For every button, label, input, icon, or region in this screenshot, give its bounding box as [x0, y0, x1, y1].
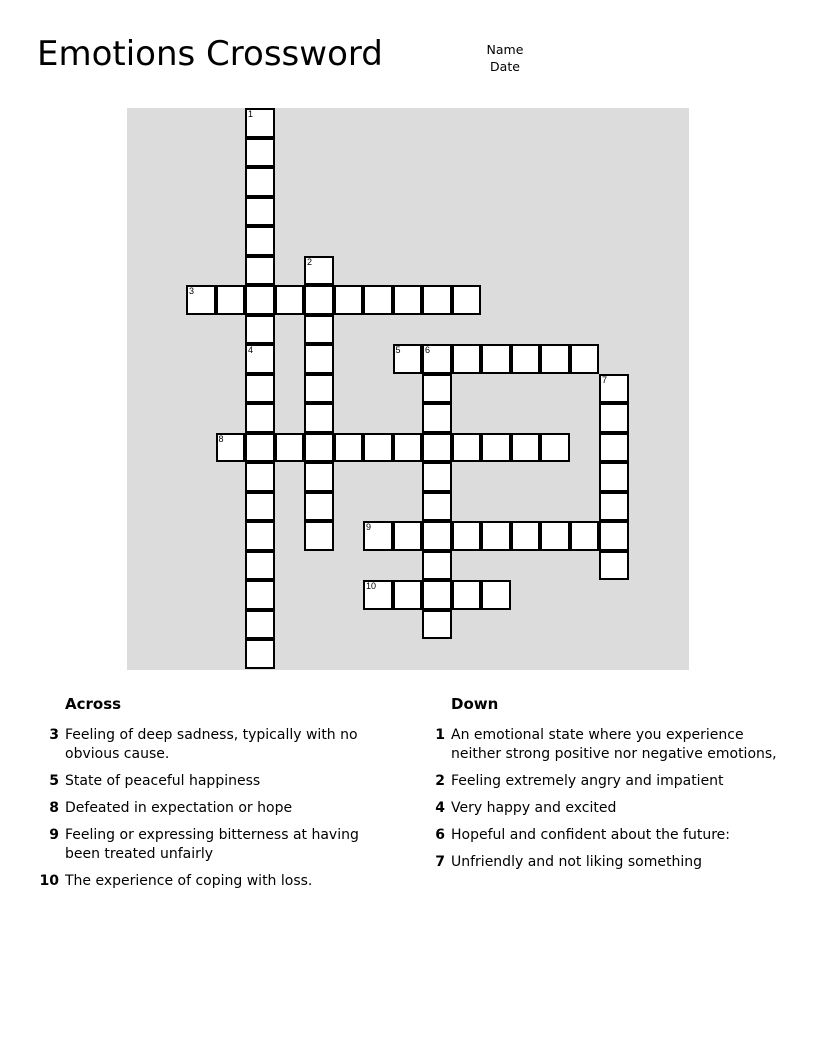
crossword-cell[interactable]	[304, 433, 334, 463]
clue-down-6	[423, 826, 783, 845]
cell-number: 7	[602, 374, 608, 385]
crossword-cell[interactable]	[245, 462, 275, 492]
crossword-cell[interactable]	[511, 433, 541, 463]
crossword-cell[interactable]	[245, 521, 275, 551]
clue-across-5	[37, 772, 397, 791]
clue-down-1	[423, 726, 783, 764]
crossword-cell[interactable]	[304, 315, 334, 345]
crossword-cell[interactable]	[363, 433, 393, 463]
crossword-cell[interactable]	[422, 344, 452, 374]
crossword-cell[interactable]	[334, 285, 364, 315]
date-label: Date	[490, 59, 520, 74]
crossword-cell[interactable]	[304, 462, 334, 492]
crossword-cell[interactable]	[422, 580, 452, 610]
crossword-cell[interactable]	[363, 580, 393, 610]
crossword-cell[interactable]	[511, 521, 541, 551]
crossword-cell[interactable]	[393, 580, 423, 610]
cell-number: 5	[395, 345, 401, 355]
clue-number: 8	[49, 800, 59, 816]
clue-text: Feeling of deep sadness, typically with no obvious cause.	[65, 727, 358, 762]
crossword-cell[interactable]	[481, 344, 511, 374]
crossword-cell[interactable]	[570, 344, 600, 374]
clue-text: An emotional state where you experience neither strong positive nor negative emotions,	[451, 727, 777, 762]
crossword-cell[interactable]	[540, 433, 570, 463]
crossword-cell[interactable]	[245, 610, 275, 640]
cell-number: 6	[425, 345, 431, 355]
crossword-cell[interactable]	[304, 492, 334, 522]
clue-number: 6	[435, 827, 445, 843]
clue-across-9	[37, 826, 397, 864]
crossword-cell[interactable]	[481, 521, 511, 551]
crossword-cell[interactable]	[245, 344, 275, 374]
crossword-cell[interactable]	[422, 551, 452, 581]
crossword-cell[interactable]	[304, 374, 334, 404]
crossword-cell[interactable]	[422, 403, 452, 433]
crossword-cell[interactable]	[245, 403, 275, 433]
clue-number: 5	[49, 773, 59, 789]
crossword-cell[interactable]	[334, 433, 364, 463]
clue-across-3	[37, 726, 397, 764]
crossword-cell[interactable]	[216, 285, 246, 315]
crossword-cell[interactable]	[275, 285, 305, 315]
crossword-cell[interactable]	[245, 433, 275, 463]
cell-number: 1	[248, 109, 254, 119]
crossword-cell[interactable]	[481, 580, 511, 610]
crossword-cell[interactable]	[245, 138, 275, 168]
clue-across-8	[37, 799, 397, 818]
crossword-cell[interactable]	[245, 167, 275, 197]
cell-number: 8	[218, 433, 224, 444]
clue-number: 4	[435, 800, 445, 816]
crossword-cell[interactable]	[540, 344, 570, 374]
clue-text: The experience of coping with loss.	[65, 873, 313, 889]
across-clues	[37, 694, 397, 899]
crossword-cell[interactable]	[304, 344, 334, 374]
cell-number: 3	[189, 286, 195, 296]
crossword-cell[interactable]	[422, 521, 452, 551]
crossword-cell[interactable]	[599, 433, 629, 463]
crossword-cell[interactable]	[186, 285, 216, 315]
clue-text: Feeling or expressing bitterness at having been treated unfairly	[65, 827, 359, 862]
crossword-cell[interactable]	[245, 226, 275, 256]
name-label: Name	[486, 42, 524, 57]
crossword-cell[interactable]	[363, 285, 393, 315]
clue-down-2	[423, 772, 783, 791]
crossword-cell[interactable]	[540, 521, 570, 551]
crossword-cell[interactable]	[422, 433, 452, 463]
crossword-grid	[127, 108, 689, 670]
crossword-cell[interactable]	[422, 610, 452, 640]
crossword-cell[interactable]	[599, 551, 629, 581]
cell-number: 4	[248, 345, 254, 355]
crossword-cell[interactable]	[304, 521, 334, 551]
clue-number: 1	[435, 727, 445, 743]
crossword-cell[interactable]	[481, 433, 511, 463]
crossword-cell[interactable]	[275, 433, 305, 463]
crossword-cell[interactable]	[245, 285, 275, 315]
clue-number: 2	[435, 773, 445, 789]
crossword-cell[interactable]	[245, 639, 275, 669]
crossword-cell[interactable]	[216, 433, 246, 463]
clue-text: Unfriendly and not liking something	[451, 854, 702, 870]
crossword-cell[interactable]	[304, 403, 334, 433]
crossword-cell[interactable]	[245, 315, 275, 345]
crossword-cell[interactable]	[452, 344, 482, 374]
crossword-cell[interactable]	[304, 256, 334, 286]
clue-number: 3	[49, 727, 59, 743]
cell-number: 10	[366, 581, 377, 591]
crossword-cell[interactable]	[245, 492, 275, 522]
crossword-cell[interactable]	[452, 580, 482, 610]
down-clues	[423, 694, 783, 880]
clue-text: Feeling extremely angry and impatient	[451, 773, 724, 789]
crossword-cell[interactable]	[599, 374, 629, 404]
clue-across-10	[37, 872, 397, 891]
crossword-cell[interactable]	[570, 521, 600, 551]
crossword-cell[interactable]	[393, 344, 423, 374]
clue-number: 9	[49, 827, 59, 843]
crossword-cell[interactable]	[599, 462, 629, 492]
crossword-cell[interactable]	[599, 492, 629, 522]
crossword-cell[interactable]	[511, 344, 541, 374]
clue-down-7	[423, 853, 783, 872]
crossword-cell[interactable]	[245, 580, 275, 610]
crossword-cell[interactable]	[245, 374, 275, 404]
crossword-cell[interactable]	[422, 285, 452, 315]
crossword-cell[interactable]	[363, 521, 393, 551]
crossword-cell[interactable]	[245, 551, 275, 581]
crossword-cell[interactable]	[393, 521, 423, 551]
name-date-block	[470, 41, 540, 75]
crossword-cell[interactable]	[422, 492, 452, 522]
cell-number: 9	[366, 522, 372, 532]
clue-down-4	[423, 799, 783, 818]
clue-number: 10	[39, 873, 59, 889]
clue-text: Very happy and excited	[451, 800, 617, 816]
crossword-cell[interactable]	[304, 285, 334, 315]
crossword-cell[interactable]	[599, 403, 629, 433]
crossword-cell[interactable]	[599, 521, 629, 551]
clue-text: State of peaceful happiness	[65, 773, 261, 789]
crossword-cell[interactable]	[393, 433, 423, 463]
cell-number: 2	[307, 256, 313, 267]
crossword-cell[interactable]	[422, 374, 452, 404]
across-heading: Across	[65, 695, 122, 713]
crossword-cell[interactable]	[245, 256, 275, 286]
crossword-cell[interactable]	[245, 197, 275, 227]
down-heading: Down	[451, 695, 499, 713]
clue-text: Hopeful and confident about the future:	[451, 827, 731, 843]
crossword-cell[interactable]	[452, 433, 482, 463]
clue-number: 7	[435, 854, 445, 870]
crossword-cell[interactable]	[393, 285, 423, 315]
clue-text: Defeated in expectation or hope	[65, 800, 293, 816]
crossword-cell[interactable]	[245, 108, 275, 138]
crossword-cell[interactable]	[422, 462, 452, 492]
crossword-cell[interactable]	[452, 285, 482, 315]
page-title: Emotions Crossword	[37, 34, 383, 74]
crossword-cell[interactable]	[452, 521, 482, 551]
